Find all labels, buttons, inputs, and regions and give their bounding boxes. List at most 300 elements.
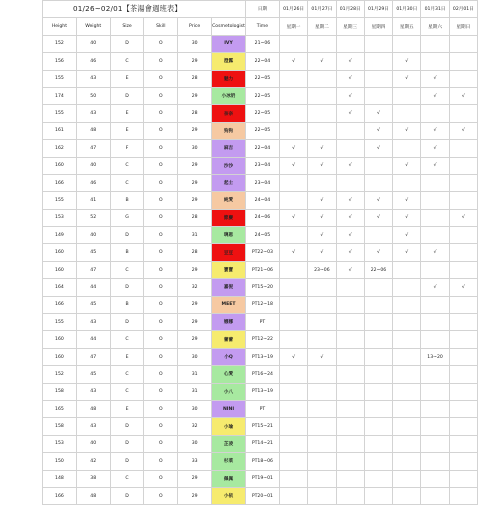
day-cell xyxy=(449,435,477,452)
cosmetologist-name: 佩佩 xyxy=(212,470,246,487)
day-cell xyxy=(308,174,336,191)
date-label: 日期 xyxy=(245,1,279,18)
staff-row xyxy=(43,192,478,209)
weekday-header: 星期二 xyxy=(308,18,336,35)
day-cell xyxy=(364,470,392,487)
height-cell: 160 xyxy=(43,261,77,278)
skill-cell: O xyxy=(144,296,178,313)
day-cell xyxy=(308,470,336,487)
day-check-mark: √ xyxy=(421,70,449,87)
weight-cell: 42 xyxy=(76,453,110,470)
day-cell xyxy=(393,453,421,470)
weight-cell: 47 xyxy=(76,140,110,157)
size-cell: B xyxy=(110,296,144,313)
weight-cell: 40 xyxy=(76,227,110,244)
day-check-mark: √ xyxy=(421,140,449,157)
size-cell: G xyxy=(110,209,144,226)
day-cell xyxy=(393,487,421,504)
day-cell xyxy=(336,314,364,331)
day-cell xyxy=(364,435,392,452)
height-cell: 155 xyxy=(43,314,77,331)
date-header: 01月28日 xyxy=(336,1,364,18)
day-check-mark: √ xyxy=(336,157,364,174)
weight-cell: 45 xyxy=(76,366,110,383)
day-cell xyxy=(421,331,449,348)
weight-cell: 41 xyxy=(76,192,110,209)
day-cell xyxy=(279,331,307,348)
skill-cell: O xyxy=(144,174,178,191)
day-cell xyxy=(449,157,477,174)
price-cell: 30 xyxy=(178,35,212,52)
cosmetologist-name: IVY xyxy=(212,35,246,52)
day-cell xyxy=(308,296,336,313)
height-cell: 165 xyxy=(43,400,77,417)
size-cell: E xyxy=(110,348,144,365)
day-cell xyxy=(364,348,392,365)
day-check-mark: √ xyxy=(336,53,364,70)
day-check-mark: √ xyxy=(336,105,364,122)
day-check-mark: √ xyxy=(449,279,477,296)
cosmetologist-name: 小冰奶 xyxy=(212,87,246,104)
staff-row xyxy=(43,418,478,435)
day-cell xyxy=(449,227,477,244)
skill-cell: O xyxy=(144,435,178,452)
day-cell xyxy=(336,435,364,452)
column-header-weight: Weight xyxy=(76,18,110,35)
cosmetologist-name: 娜娜 xyxy=(212,314,246,331)
staff-row xyxy=(43,487,478,504)
size-cell: F xyxy=(110,140,144,157)
shift-time: PT xyxy=(245,314,279,331)
skill-cell: O xyxy=(144,140,178,157)
price-cell: 29 xyxy=(178,331,212,348)
staff-row xyxy=(43,331,478,348)
skill-cell: O xyxy=(144,122,178,139)
day-check-mark: √ xyxy=(364,105,392,122)
day-cell xyxy=(279,35,307,52)
size-cell: E xyxy=(110,122,144,139)
price-cell: 31 xyxy=(178,383,212,400)
day-cell xyxy=(364,279,392,296)
price-cell: 33 xyxy=(178,453,212,470)
height-cell: 174 xyxy=(43,87,77,104)
staff-row xyxy=(43,453,478,470)
height-cell: 162 xyxy=(43,140,77,157)
cosmetologist-name: 芷凌 xyxy=(212,435,246,452)
cosmetologist-name: 杉菜 xyxy=(212,453,246,470)
height-cell: 166 xyxy=(43,487,77,504)
day-check-mark: √ xyxy=(393,157,421,174)
cosmetologist-name: 沙沙 xyxy=(212,157,246,174)
price-cell: 30 xyxy=(178,435,212,452)
day-cell xyxy=(364,418,392,435)
weight-cell: 45 xyxy=(76,296,110,313)
price-cell: 29 xyxy=(178,261,212,278)
weight-cell: 47 xyxy=(76,348,110,365)
height-cell: 160 xyxy=(43,157,77,174)
day-cell xyxy=(336,296,364,313)
height-cell: 158 xyxy=(43,383,77,400)
day-cell xyxy=(421,192,449,209)
day-check-mark: √ xyxy=(364,140,392,157)
day-check-mark: √ xyxy=(308,157,336,174)
price-cell: 28 xyxy=(178,70,212,87)
shift-time: PT20~01 xyxy=(245,487,279,504)
day-cell xyxy=(308,105,336,122)
skill-cell: O xyxy=(144,366,178,383)
size-cell: E xyxy=(110,105,144,122)
cosmetologist-name: 寶寶 xyxy=(212,261,246,278)
shift-time: 22~04 xyxy=(245,140,279,157)
column-header-row xyxy=(43,18,478,35)
staff-row xyxy=(43,470,478,487)
price-cell: 29 xyxy=(178,87,212,104)
day-cell xyxy=(449,487,477,504)
day-cell xyxy=(449,400,477,417)
size-cell: D xyxy=(110,487,144,504)
day-cell xyxy=(336,418,364,435)
shift-time: PT15~20 xyxy=(245,279,279,296)
cosmetologist-name: NINI xyxy=(212,400,246,417)
shift-time: PT13~19 xyxy=(245,383,279,400)
height-cell: 149 xyxy=(43,227,77,244)
staff-row xyxy=(43,157,478,174)
price-cell: 31 xyxy=(178,366,212,383)
cosmetologist-name: 純愛 xyxy=(212,192,246,209)
day-cell xyxy=(393,140,421,157)
shift-time: PT14~21 xyxy=(245,435,279,452)
day-cell xyxy=(393,105,421,122)
day-cell xyxy=(449,418,477,435)
column-header-height: Height xyxy=(43,18,77,35)
day-check-mark: √ xyxy=(421,122,449,139)
size-cell: D xyxy=(110,435,144,452)
height-cell: 166 xyxy=(43,296,77,313)
day-check-mark: √ xyxy=(421,87,449,104)
day-cell xyxy=(308,400,336,417)
size-cell: E xyxy=(110,70,144,87)
staff-row xyxy=(43,400,478,417)
cosmetologist-name: 嘉倪 xyxy=(212,279,246,296)
day-cell xyxy=(279,122,307,139)
size-cell: E xyxy=(110,400,144,417)
weight-cell: 44 xyxy=(76,331,110,348)
day-check-mark: √ xyxy=(308,192,336,209)
weight-cell: 43 xyxy=(76,383,110,400)
day-cell xyxy=(279,87,307,104)
cosmetologist-name: 狗狗 xyxy=(212,122,246,139)
weight-cell: 47 xyxy=(76,261,110,278)
skill-cell: O xyxy=(144,105,178,122)
day-cell xyxy=(393,383,421,400)
staff-row xyxy=(43,366,478,383)
day-cell xyxy=(449,105,477,122)
staff-row xyxy=(43,435,478,452)
cosmetologist-name: 節慶 xyxy=(212,209,246,226)
skill-cell: O xyxy=(144,487,178,504)
day-cell xyxy=(308,87,336,104)
shift-time: 23~04 xyxy=(245,174,279,191)
day-cell xyxy=(364,366,392,383)
day-cell xyxy=(279,192,307,209)
size-cell: D xyxy=(110,279,144,296)
day-cell xyxy=(393,314,421,331)
day-check-mark: √ xyxy=(308,209,336,226)
date-header: 01月30日 xyxy=(393,1,421,18)
weight-cell: 43 xyxy=(76,105,110,122)
size-cell: D xyxy=(110,35,144,52)
skill-cell: O xyxy=(144,400,178,417)
size-cell: C xyxy=(110,157,144,174)
date-header: 01月29日 xyxy=(364,1,392,18)
weight-cell: 43 xyxy=(76,70,110,87)
day-cell xyxy=(279,487,307,504)
staff-row xyxy=(43,140,478,157)
day-cell xyxy=(421,105,449,122)
size-cell: C xyxy=(110,470,144,487)
cosmetologist-name: 小依 xyxy=(212,487,246,504)
price-cell: 29 xyxy=(178,157,212,174)
day-cell xyxy=(421,366,449,383)
day-cell xyxy=(449,35,477,52)
day-cell xyxy=(364,383,392,400)
weight-cell: 38 xyxy=(76,470,110,487)
skill-cell: O xyxy=(144,331,178,348)
skill-cell: O xyxy=(144,453,178,470)
day-cell xyxy=(393,279,421,296)
shift-time: PT12~18 xyxy=(245,296,279,313)
price-cell: 29 xyxy=(178,487,212,504)
weekday-header: 星期一 xyxy=(279,18,307,35)
day-cell xyxy=(279,296,307,313)
price-cell: 29 xyxy=(178,470,212,487)
day-check-mark: √ xyxy=(449,209,477,226)
weekday-header: 星期四 xyxy=(364,18,392,35)
day-cell xyxy=(421,400,449,417)
day-cell xyxy=(364,296,392,313)
day-cell xyxy=(279,366,307,383)
shift-time: PT21~06 xyxy=(245,261,279,278)
height-cell: 158 xyxy=(43,418,77,435)
day-cell xyxy=(308,418,336,435)
height-cell: 156 xyxy=(43,53,77,70)
day-cell xyxy=(336,140,364,157)
day-check-mark: √ xyxy=(336,244,364,261)
height-cell: 155 xyxy=(43,70,77,87)
day-check-mark: √ xyxy=(393,192,421,209)
height-cell: 153 xyxy=(43,209,77,226)
day-cell xyxy=(421,35,449,52)
day-cell xyxy=(308,35,336,52)
price-cell: 31 xyxy=(178,227,212,244)
day-cell xyxy=(336,366,364,383)
skill-cell: O xyxy=(144,70,178,87)
day-cell xyxy=(279,105,307,122)
day-cell xyxy=(393,174,421,191)
height-cell: 152 xyxy=(43,35,77,52)
height-cell: 166 xyxy=(43,174,77,191)
height-cell: 152 xyxy=(43,366,77,383)
day-cell xyxy=(364,487,392,504)
weight-cell: 43 xyxy=(76,314,110,331)
cosmetologist-name: 麻吉 xyxy=(212,140,246,157)
shift-time: PT xyxy=(245,400,279,417)
day-cell xyxy=(308,453,336,470)
day-cell xyxy=(364,70,392,87)
date-header: 01月27日 xyxy=(308,1,336,18)
skill-cell: O xyxy=(144,209,178,226)
price-cell: 29 xyxy=(178,122,212,139)
day-check-mark: √ xyxy=(421,244,449,261)
staff-row xyxy=(43,174,478,191)
schedule-body xyxy=(43,1,478,505)
day-cell xyxy=(336,174,364,191)
cosmetologist-name: 奈奈 xyxy=(212,105,246,122)
cosmetologist-name: MEET xyxy=(212,296,246,313)
skill-cell: O xyxy=(144,87,178,104)
height-cell: 160 xyxy=(43,244,77,261)
cosmetologist-name: 心愛 xyxy=(212,366,246,383)
day-cell xyxy=(449,174,477,191)
day-cell xyxy=(393,87,421,104)
shift-time: PT16~24 xyxy=(245,366,279,383)
day-cell xyxy=(364,174,392,191)
shift-time: PT22~03 xyxy=(245,244,279,261)
day-cell xyxy=(279,400,307,417)
weight-cell: 46 xyxy=(76,53,110,70)
day-cell xyxy=(449,192,477,209)
day-check-mark: √ xyxy=(421,157,449,174)
day-check-mark: √ xyxy=(308,140,336,157)
day-check-mark: √ xyxy=(393,122,421,139)
day-cell xyxy=(393,470,421,487)
price-cell: 28 xyxy=(178,244,212,261)
day-cell xyxy=(308,70,336,87)
day-cell xyxy=(336,470,364,487)
price-cell: 29 xyxy=(178,53,212,70)
cosmetologist-name: 魅力 xyxy=(212,70,246,87)
skill-cell: O xyxy=(144,314,178,331)
shift-time: PT13~19 xyxy=(245,348,279,365)
day-cell xyxy=(364,400,392,417)
skill-cell: O xyxy=(144,35,178,52)
day-cell: 22~06 xyxy=(364,261,392,278)
weight-cell: 50 xyxy=(76,87,110,104)
day-cell xyxy=(279,314,307,331)
staff-row xyxy=(43,279,478,296)
title-row xyxy=(43,1,478,18)
weight-cell: 43 xyxy=(76,418,110,435)
price-cell: 30 xyxy=(178,400,212,417)
price-cell: 28 xyxy=(178,209,212,226)
day-cell xyxy=(393,296,421,313)
cosmetologist-name: 澄露 xyxy=(212,53,246,70)
day-cell xyxy=(393,261,421,278)
day-check-mark: √ xyxy=(449,122,477,139)
column-header-cosmetologist: Cosmetologist xyxy=(212,18,246,35)
shift-time: 23~04 xyxy=(245,157,279,174)
weekday-header: 星期六 xyxy=(421,18,449,35)
weekday-header: 星期日 xyxy=(449,18,477,35)
price-cell: 32 xyxy=(178,418,212,435)
day-cell xyxy=(449,383,477,400)
day-cell xyxy=(449,140,477,157)
size-cell: C xyxy=(110,383,144,400)
size-cell: C xyxy=(110,366,144,383)
day-check-mark: √ xyxy=(308,244,336,261)
skill-cell: O xyxy=(144,470,178,487)
price-cell: 29 xyxy=(178,296,212,313)
day-check-mark: √ xyxy=(336,261,364,278)
shift-time: PT19~01 xyxy=(245,470,279,487)
skill-cell: O xyxy=(144,348,178,365)
staff-row xyxy=(43,70,478,87)
day-cell xyxy=(449,470,477,487)
day-cell xyxy=(308,435,336,452)
day-cell xyxy=(421,418,449,435)
skill-cell: O xyxy=(144,418,178,435)
day-check-mark: √ xyxy=(279,244,307,261)
shift-time: 22~05 xyxy=(245,122,279,139)
height-cell: 150 xyxy=(43,453,77,470)
staff-row xyxy=(43,105,478,122)
day-cell xyxy=(421,53,449,70)
size-cell: B xyxy=(110,244,144,261)
skill-cell: O xyxy=(144,244,178,261)
day-cell xyxy=(393,418,421,435)
day-cell xyxy=(364,53,392,70)
day-check-mark: √ xyxy=(336,87,364,104)
day-cell xyxy=(393,35,421,52)
staff-row xyxy=(43,122,478,139)
day-check-mark: √ xyxy=(336,70,364,87)
day-check-mark: √ xyxy=(393,244,421,261)
size-cell: D xyxy=(110,418,144,435)
day-cell xyxy=(393,366,421,383)
day-check-mark: √ xyxy=(393,227,421,244)
staff-row xyxy=(43,244,478,261)
day-cell xyxy=(364,87,392,104)
day-cell xyxy=(308,383,336,400)
shift-time: 24~05 xyxy=(245,227,279,244)
staff-row xyxy=(43,348,478,365)
staff-row xyxy=(43,209,478,226)
shift-time: 22~05 xyxy=(245,105,279,122)
day-cell: 13~20 xyxy=(421,348,449,365)
shift-time: PT18~06 xyxy=(245,453,279,470)
day-cell xyxy=(421,261,449,278)
day-cell xyxy=(449,453,477,470)
skill-cell: O xyxy=(144,261,178,278)
day-cell xyxy=(364,227,392,244)
size-cell: C xyxy=(110,174,144,191)
day-cell xyxy=(421,383,449,400)
day-cell xyxy=(279,453,307,470)
date-header: 01月26日 xyxy=(279,1,307,18)
day-cell xyxy=(279,418,307,435)
day-cell xyxy=(393,400,421,417)
cosmetologist-name: 小瑜 xyxy=(212,418,246,435)
day-cell xyxy=(449,331,477,348)
schedule-table xyxy=(42,0,478,505)
shift-time: PT15~21 xyxy=(245,418,279,435)
price-cell: 30 xyxy=(178,140,212,157)
day-check-mark: √ xyxy=(336,192,364,209)
price-cell: 32 xyxy=(178,279,212,296)
shift-time: 24~06 xyxy=(245,209,279,226)
day-check-mark: √ xyxy=(393,209,421,226)
day-cell xyxy=(449,348,477,365)
